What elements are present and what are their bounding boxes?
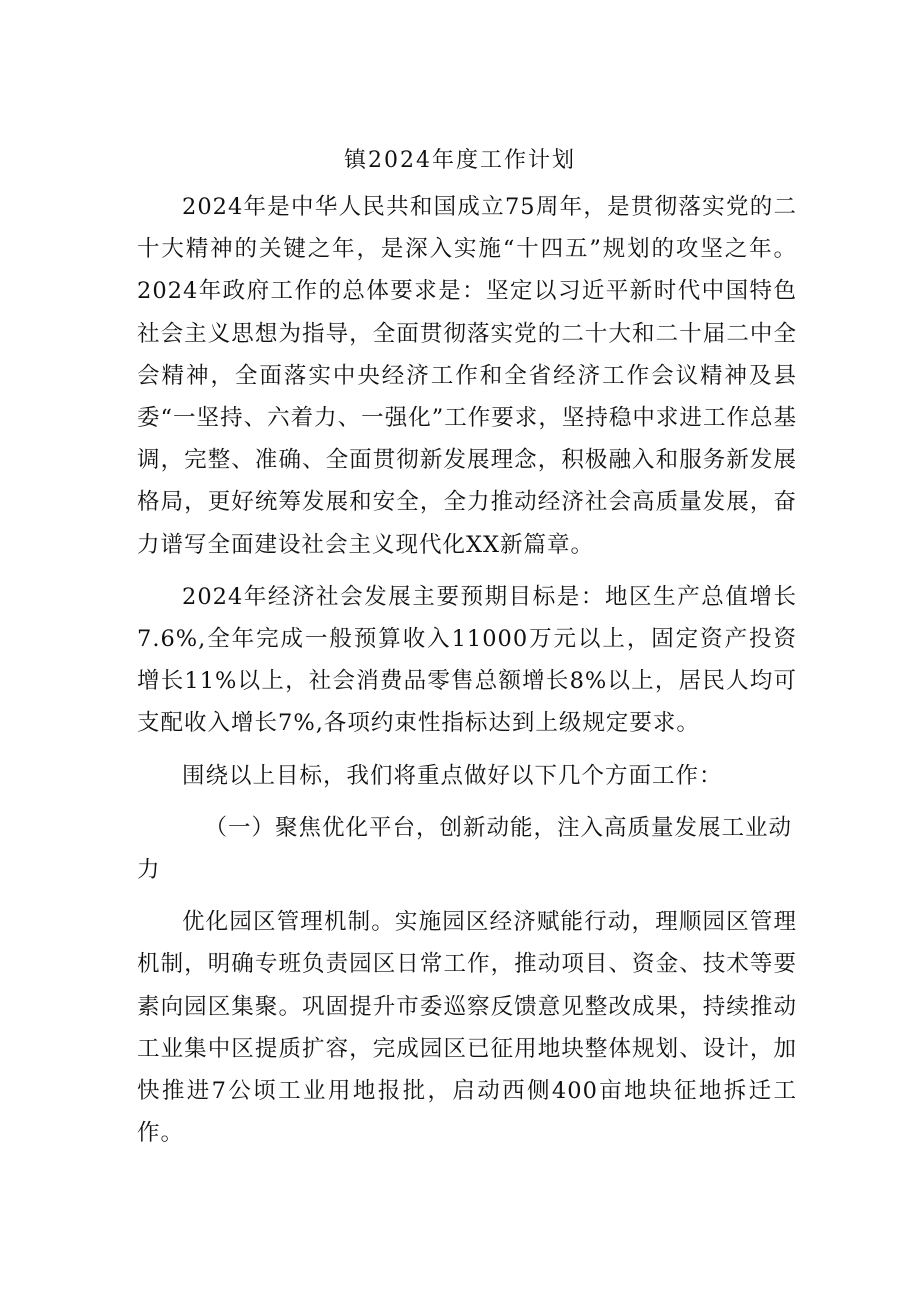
document-body xyxy=(137,186,797,1154)
paragraph-intro: 2024年是中华人民共和国成立75周年，是贯彻落实党的二十大精神的关键之年，是深入实施“十四五”规划的攻坚之年。2024年政府工作的总体要求是：坚定以习近平新时代中国特色社会主义思想为指导，全面贯彻落实党的二十大和二十届二中全会精神，全面落实中央经济工作和全省经济工作会议精神及县委“一坚持、六着力、一强化”工作要求，坚持稳中求进工作总基调，完整、准确、全面贯彻新发展理念，积极融入和服务新发展格局，更好统筹发展和安全，全力推动经济社会高质量发展，奋力谱写全面建设社会主义现代化XX新篇章。 xyxy=(137,194,797,558)
paragraph-section1: 优化园区管理机制。实施园区经济赋能行动，理顺园区管理机制，明确专班负责园区日常工作，推动项目、资金、技术等要素向园区集聚。巩固提升市委巡察反馈意见整改成果，持续推动工业集中区提质扩容，完成园区已征用地块整体规划、设计，加快推进7公顷工业用地报批，启动西侧400亩地块征地拆迁工作。 xyxy=(137,909,797,1147)
paragraph-targets: 2024年经济社会发展主要预期目标是：地区生产总值增长7.6%,全年完成一般预算收入11000万元以上，固定资产投资增长11%以上，社会消费品零售总额增长8%以上，居民人均可支配收入增长7%,各项约束性指标达到上级规定要求。 xyxy=(137,583,797,737)
paragraph-focus: 围绕以上目标，我们将重点做好以下几个方面工作： xyxy=(182,762,723,789)
document-title: 镇2024年度工作计划 xyxy=(344,148,576,173)
section-heading-1: （一）聚焦优化平台，创新动能，注入高质量发展工业动力 xyxy=(137,814,793,884)
